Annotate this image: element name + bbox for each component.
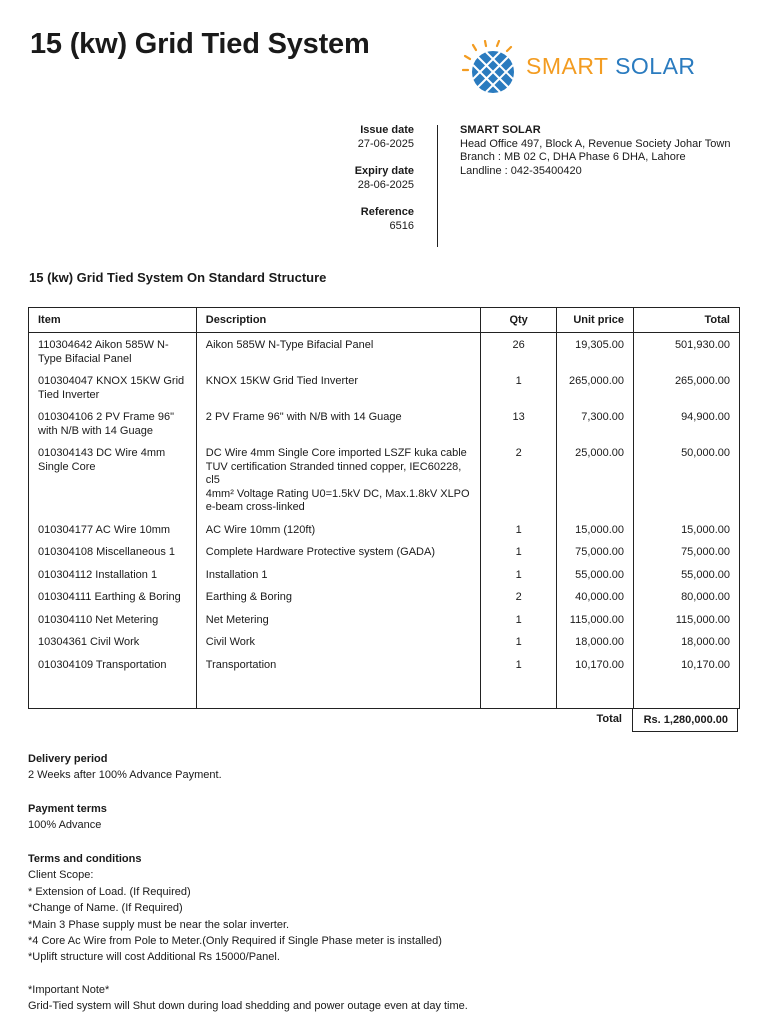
qty-cell: 26 <box>481 333 557 372</box>
company-address <box>460 124 730 178</box>
payment-heading: Payment terms <box>28 803 107 815</box>
description-cell <box>196 565 480 588</box>
terms-heading: Terms and conditions <box>28 853 142 865</box>
terms-line: *4 Core Ac Wire from Pole to Meter.(Only Required if Single Phase meter is installed) <box>28 935 442 948</box>
important-note-text: Grid-Tied system will Shut down during load shedding and power outage even at day time. <box>28 1000 468 1013</box>
payment-text: 100% Advance <box>28 819 102 832</box>
item-cell: 110304642 Aikon 585W N-Type Bifacial Panel <box>29 333 197 372</box>
column-header-description: Description <box>196 308 480 333</box>
issue-date-label: Issue date <box>360 124 414 136</box>
description-cell <box>196 632 480 655</box>
expiry-date-label: Expiry date <box>354 165 414 177</box>
item-cell: 10304361 Civil Work <box>29 632 197 655</box>
unit-price-cell: 19,305.00 <box>557 333 634 372</box>
unit-price-cell: 115,000.00 <box>557 610 634 633</box>
unit-price-cell: 25,000.00 <box>557 443 634 520</box>
qty-cell: 1 <box>481 542 557 565</box>
quote-meta <box>355 124 414 247</box>
terms-line: *Uplift structure will cost Additional Rs 15000/Panel. <box>28 951 280 964</box>
description-cell <box>196 407 480 443</box>
item-cell: 010304108 Miscellaneous 1 <box>29 542 197 565</box>
qty-cell: 1 <box>481 371 557 407</box>
total-cell: 501,930.00 <box>634 333 740 372</box>
qty-cell: 1 <box>481 655 557 678</box>
grand-total-value: Rs. 1,280,000.00 <box>632 708 738 732</box>
total-cell: 94,900.00 <box>634 407 740 443</box>
description-line: Aikon 585W N-Type Bifacial Panel <box>205 339 374 351</box>
table-row <box>29 587 740 610</box>
description-line: AC Wire 10mm (120ft) <box>205 523 316 536</box>
logo-word-solar: SOLAR <box>615 53 696 79</box>
table-row <box>29 443 740 520</box>
logo-wordmark <box>526 53 696 80</box>
unit-price-cell: 18,000.00 <box>557 632 634 655</box>
table-row <box>29 610 740 633</box>
total-cell: 75,000.00 <box>634 542 740 565</box>
total-cell: 10,170.00 <box>634 655 740 678</box>
globe-sun-icon <box>462 40 520 96</box>
unit-price-cell: 55,000.00 <box>557 565 634 588</box>
table-row <box>29 655 740 678</box>
qty-cell: 1 <box>481 565 557 588</box>
qty-cell: 1 <box>481 520 557 543</box>
total-cell: 265,000.00 <box>634 371 740 407</box>
description-cell <box>196 655 480 678</box>
reference-label: Reference <box>360 206 414 218</box>
qty-cell: 1 <box>481 632 557 655</box>
item-cell: 010304110 Net Metering <box>29 610 197 633</box>
line-items-table <box>28 307 740 709</box>
expiry-date-value: 28-06-2025 <box>357 178 414 191</box>
table-row <box>29 542 740 565</box>
table-row <box>29 333 740 372</box>
description-line: 2 PV Frame 96" with N/B with 14 Guage <box>205 411 402 423</box>
terms-line: * Extension of Load. (If Required) <box>28 885 191 898</box>
issue-date-value: 27-06-2025 <box>357 137 414 150</box>
description-line: Civil Work <box>205 636 256 648</box>
logo-word-smart: SMART <box>526 53 609 79</box>
description-cell <box>196 371 480 407</box>
section-title: 15 (kw) Grid Tied System On Standard Structure <box>29 270 327 285</box>
column-header-qty: Qty <box>481 308 557 333</box>
description-cell <box>196 333 480 372</box>
description-cell <box>196 542 480 565</box>
description-line: Net Metering <box>205 613 269 626</box>
item-cell: 010304047 KNOX 15KW Grid Tied Inverter <box>29 371 197 407</box>
qty-cell: 13 <box>481 407 557 443</box>
unit-price-cell: 265,000.00 <box>557 371 634 407</box>
description-line: Earthing & Boring <box>205 591 292 603</box>
unit-price-cell: 15,000.00 <box>557 520 634 543</box>
company-name: SMART SOLAR <box>460 124 541 136</box>
empty-cell <box>196 677 480 709</box>
table-spacer-row <box>29 677 740 709</box>
total-cell: 15,000.00 <box>634 520 740 543</box>
total-cell: 55,000.00 <box>634 565 740 588</box>
table-row <box>29 407 740 443</box>
empty-cell <box>634 677 740 709</box>
item-cell: 010304111 Earthing & Boring <box>29 587 197 610</box>
total-cell: 18,000.00 <box>634 632 740 655</box>
document-title: 15 (kw) Grid Tied System <box>30 28 370 60</box>
company-address-line: Landline : 042-35400420 <box>460 164 582 177</box>
company-address-line: Head Office 497, Block A, Revenue Society Johar Town <box>460 137 731 150</box>
description-line: 4mm² Voltage Rating U0=1.5kV DC, Max.1.8kV XLPO e-beam cross-linked <box>205 487 470 513</box>
description-line: Installation 1 <box>205 568 268 581</box>
unit-price-cell: 75,000.00 <box>557 542 634 565</box>
description-line: Transportation <box>205 658 277 671</box>
description-cell <box>196 610 480 633</box>
description-line: KNOX 15KW Grid Tied Inverter <box>205 375 358 387</box>
table-row <box>29 371 740 407</box>
qty-cell: 1 <box>481 610 557 633</box>
unit-price-cell: 7,300.00 <box>557 407 634 443</box>
column-header-unit-price: Unit price <box>557 308 634 333</box>
table-row <box>29 632 740 655</box>
total-cell: 115,000.00 <box>634 610 740 633</box>
column-header-total: Total <box>634 308 740 333</box>
table-row <box>29 565 740 588</box>
description-cell <box>196 587 480 610</box>
important-note-heading: *Important Note* <box>28 983 110 996</box>
terms-line: Client Scope: <box>28 869 94 882</box>
company-logo <box>462 40 732 96</box>
company-address-line: Branch : MB 02 C, DHA Phase 6 DHA, Lahore <box>460 151 686 163</box>
delivery-heading: Delivery period <box>28 753 108 765</box>
table-row <box>29 520 740 543</box>
item-cell: 010304109 Transportation <box>29 655 197 678</box>
terms-line: *Change of Name. (If Required) <box>28 902 183 915</box>
qty-cell: 2 <box>481 443 557 520</box>
payment-section <box>28 801 107 834</box>
header-divider <box>437 125 438 247</box>
description-cell <box>196 443 480 520</box>
item-cell: 010304177 AC Wire 10mm <box>29 520 197 543</box>
description-line: Complete Hardware Protective system (GADA) <box>205 546 435 558</box>
delivery-section <box>28 751 222 784</box>
unit-price-cell: 40,000.00 <box>557 587 634 610</box>
reference-value: 6516 <box>389 219 414 232</box>
column-header-item: Item <box>29 308 197 333</box>
total-cell: 50,000.00 <box>634 443 740 520</box>
item-cell: 010304112 Installation 1 <box>29 565 197 588</box>
description-cell <box>196 520 480 543</box>
item-cell: 010304106 2 PV Frame 96" with N/B with 14 Guage <box>29 407 197 443</box>
grand-total-label: Total <box>596 713 622 725</box>
delivery-text: 2 Weeks after 100% Advance Payment. <box>28 769 222 782</box>
qty-cell: 2 <box>481 587 557 610</box>
terms-section <box>28 851 468 1015</box>
description-line: DC Wire 4mm Single Core imported LSZF kuka cable TUV certification Stranded tinned copper, IEC60228, cl5 <box>205 447 467 486</box>
item-cell: 010304143 DC Wire 4mm Single Core <box>29 443 197 520</box>
terms-line: *Main 3 Phase supply must be near the solar inverter. <box>28 918 290 931</box>
total-cell: 80,000.00 <box>634 587 740 610</box>
empty-cell <box>29 677 197 709</box>
empty-cell <box>481 677 557 709</box>
table-header-row <box>29 308 740 333</box>
unit-price-cell: 10,170.00 <box>557 655 634 678</box>
empty-cell <box>557 677 634 709</box>
